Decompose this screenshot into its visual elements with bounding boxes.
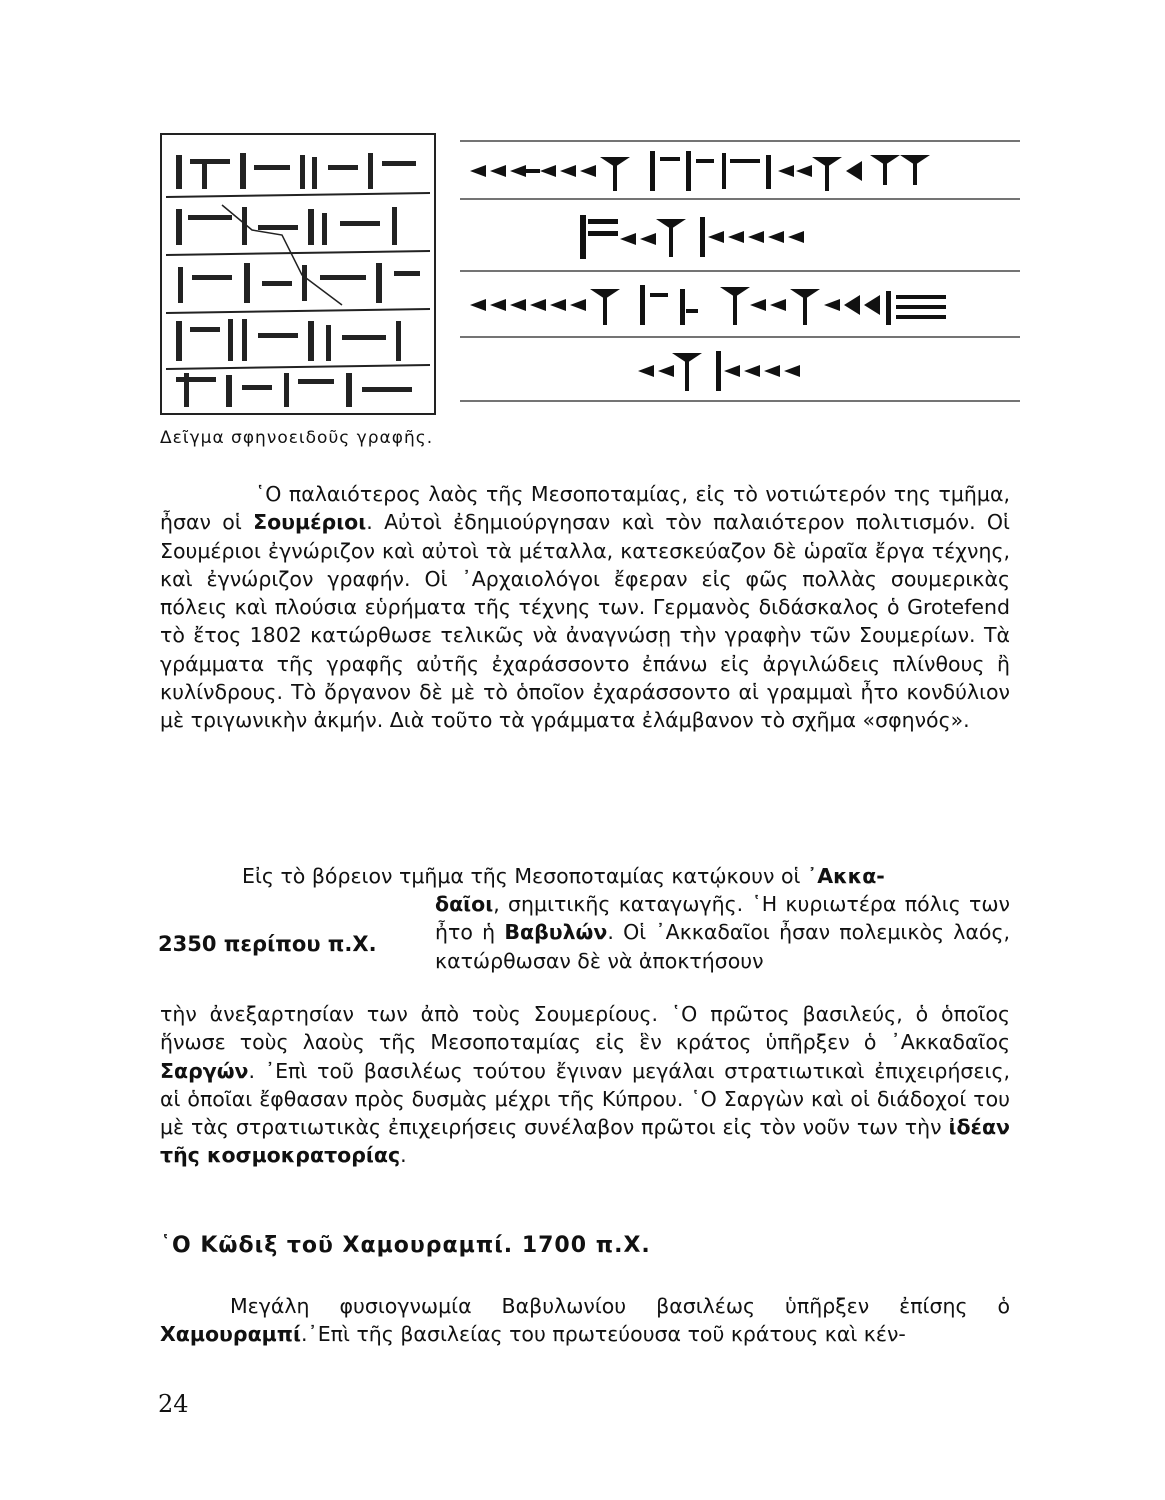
paragraph-akkadians-indented: [435, 890, 1010, 975]
paragraph-text: Εἰς τὸ βόρειον τμῆμα τῆς Μεσοποταμίας κατῴκουν οἱ: [242, 864, 807, 888]
paragraph-text: , σημιτικῆς καταγωγῆς. ῾Η κυριωτέρα πόλις των ἦτο ἡ: [435, 892, 1010, 945]
section-heading: ῾Ο Κῶδιξ τοῦ Χαμουραμπί. 1700 π.Χ.: [160, 1233, 651, 1258]
page-number: 24: [158, 1390, 189, 1418]
paragraph-text: Μεγάλη φυσιογνωμία Βαβυλωνίου βασιλέως ὑπῆρξεν ἐπίσης ὁ: [230, 1294, 1010, 1318]
bold-term-hammurabi: Χαμουραμπί: [160, 1322, 301, 1347]
paragraph-text: ῾Ο παλαιότερος λαὸς τῆς Μεσοποταμίας, εἰς τὸ νοτιώτερόν της τμῆμα, ἦσαν οἱ: [160, 482, 1010, 535]
paragraph-sumerians: [160, 480, 1010, 735]
tablet-illustration: [162, 135, 434, 413]
bold-term-world-rule: ἰδέαν τῆς κοσμοκρατορίας: [160, 1115, 1010, 1168]
paragraph-text: .: [400, 1143, 407, 1168]
bold-term-sargon: Σαργών: [160, 1058, 249, 1083]
paragraph-text: . ᾿Επὶ τοῦ βασιλέως τούτου ἔγιναν μεγάλαι στρατιωτικαὶ ἐπιχειρήσεις, αἱ ὁποῖαι ἔφθασαν πρὸς δυσμὰς μέχρι τῆς Κύπρου. ῾Ο Σαργὼν καὶ οἱ διάδοχοί του μὲ τὰς στρατιωτικὰς ἐπιχειρήσεις συνέλαβον πρῶτοι εἰς τὸν νοῦν των τὴν: [160, 1058, 1010, 1140]
figure-caption: Δεῖγμα σφηνοειδοῦς γραφῆς.: [160, 428, 434, 448]
paragraph-sargon: [160, 1000, 1010, 1170]
paragraph-hammurabi: [160, 1292, 1010, 1349]
paragraph-text: . Αὐτοὶ ἐδημιούργησαν καὶ τὸν παλαιότερον πολιτισμόν. Οἱ Σουμέριοι ἐγνώριζον καὶ αὐτοὶ τὰ μέταλλα, κατεσκεύαζον δὲ ὡραῖα ἔργα τέχνης, καὶ ἐγνώριζον γραφήν. Οἱ ᾿Αρχαιολόγοι ἔφεραν εἰς φῶς πολλὰς σουμερικὰς πόλεις καὶ πλούσια εὑρήματα τῆς τέχνης των. Γερμανὸς διδάσκαλος ὁ Grotefend τὸ ἔτος 1802 κατώρθωσε τελικῶς νὰ ἀναγνώσῃ τὴν γραφὴν τῶν Σουμερίων. Τὰ γράμματα τῆς γραφῆς αὐτῆς ἐχαράσσοντο ἐπάνω εἰς ἀργιλώδεις πλίνθους ἢ κυλίνδρους. Τὸ ὄργανον δὲ μὲ τὸ ὁποῖον ἐχαράσσοντο αἱ γραμμαὶ ἦτο κονδύλιον μὲ τριγωνικὴν ἀκμήν. Διὰ τοῦτο τὰ γράμματα ἐλάμβανον τὸ σχῆμα «σφηνός».: [160, 510, 1010, 733]
paragraph-text: . Οἱ ᾿Ακκαδαῖοι ἦσαν πολεμικὸς λαός, κατώρθωσαν δὲ νὰ ἀποκτήσουν: [435, 920, 1010, 973]
paragraph-text: τὴν ἀνεξαρτησίαν των ἀπὸ τοὺς Σουμερίους. ῾Ο πρῶτος βασιλεύς, ὁ ὁποῖος ἥνωσε τοὺς λαοὺς τῆς Μεσοποταμίας εἰς ἓν κράτος ὑπῆρξεν ὁ ᾿Ακκαδαῖος: [160, 1002, 1010, 1055]
bold-term-sumerians: Σουμέριοι: [253, 510, 367, 535]
bold-term-akkadians-cont: δαῖοι: [435, 892, 494, 916]
paragraph-akkadians-first-line: [160, 862, 1010, 890]
bold-term-babylon: Βαβυλών: [504, 920, 608, 945]
bold-term-akkadians: ᾿Ακκα-: [806, 864, 885, 888]
cuneiform-lines: [460, 133, 1020, 403]
cuneiform-transcription: [460, 133, 1020, 403]
cuneiform-tablet-image: [160, 133, 436, 415]
margin-date: 2350 περίπου π.Χ.: [158, 932, 377, 956]
paragraph-text: .᾿Επὶ τῆς βασιλείας του πρωτεύουσα τοῦ κράτους καὶ κέν-: [300, 1322, 906, 1347]
